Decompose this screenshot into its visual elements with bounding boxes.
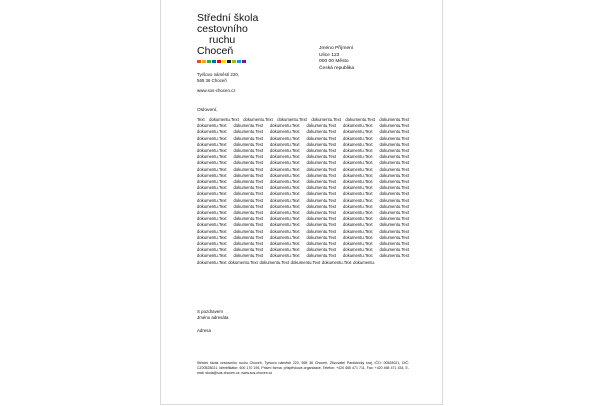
footer-info: Střední škola cestovního ruchu Choceň, Tyršovo náměstí 220, 565 36 Choceň, Zřizovatel Pardubický kraj, IČO: 00528021, DIČ: CZ00528021, Identifikátor: 600 170 195, Právní forma: příspěvková organizace, Telefon: +420 465 471 711, Fax: +420 465 471 434, E-mail: skola@sos-chocen.cz, www.sos-chocen.cz [197, 361, 409, 376]
stripe-block [207, 60, 211, 63]
signature-name: Jméno adresáta [197, 315, 229, 321]
greeting: Oslovení, [197, 108, 218, 113]
sender-street: Tyršovo náměstí 220, [197, 72, 239, 77]
stripe-block [237, 60, 241, 63]
recipient-country: Česká republika [319, 65, 355, 71]
closing-block [197, 309, 229, 322]
stripe-block [217, 60, 221, 63]
logo-line-4: Choceň [197, 45, 234, 57]
letter-body: Text dokumentu.Text dokumentu.Text dokumentu.Text dokumentu.Text dokumentu.Text dokumentu.Text dokumentu.Text dokumentu.Text dokumentu.Text dokumentu.Text dokumentu.Text dokumentu.Text dokumentu.Text dokumentu.Text dokumentu.Text dokumentu.Text dokumentu.Text dokumentu.Text dokumentu.Text dokumentu.Text dokumentu.Text dokumentu.Text dokumentu.Text dokumentu.Text dokumentu.Text dokumentu.Text dokumentu.Text dokumentu.Text dokumentu.Text dokumentu.Text dokumentu.Text dokumentu.Text dokumentu.Text dokumentu.Text dokumentu.Text dokumentu.Text dokumentu.Text dokumentu.Text dokumentu.Text dokumentu.Text dokumentu.Text dokumentu.Text dokumentu.Text dokumentu.Text dokumentu.Text dokumentu.Text dokumentu.Text dokumentu.Text dokumentu.Text dokumentu.Text dokumentu.Text dokumentu.Text dokumentu.Text dokumentu.Text dokumentu.Text dokumentu.Text dokumentu.Text dokumentu.Text dokumentu.Text dokumentu.Text dokumentu.Text dokumentu.Text dokumentu.Text dokumentu.Text dokumentu.Text dokumentu.Text dokumentu.Text dokumentu.Text dokumentu.Text dokumentu.Text dokumentu.Text dokumentu.Text dokumentu.Text dokumentu.Text dokumentu.Text dokumentu.Text dokumentu.Text dokumentu.Text dokumentu.Text dokumentu.Text dokumentu.Text dokumentu.Text dokumentu.Text dokumentu.Text dokumentu.Text dokumentu.Text dokumentu.Text dokumentu.Text dokumentu.Text dokumentu.Text dokumentu.Text dokumentu.Text dokumentu.Text dokumentu.Text dokumentu.Text dokumentu.Text dokumentu.Text dokumentu.Text dokumentu.Text dokumentu.Text dokumentu.Text dokumentu.Text dokumentu.Text dokumentu.Text dokumentu.Text dokumentu.Text dokumentu.Text dokumentu.Text dokumentu.Text dokumentu.Text dokumentu.Text dokumentu.Text dokumentu.Text dokumentu.Text dokumentu.Text dokumentu.Text dokumentu.Text dokumentu.Text dokumentu.Text dokumentu.Text dokumentu.Text dokumentu.Text dokumentu.Text dokumentu.Text dokumentu.Text dokumentu.Text dokumentu.Text dokumentu.Text dokumentu.Text dokumentu.Text dokumentu.Text dokumentu.Text dokumentu.Text dokumentu.Text dokumentu.Text dokumentu.Text dokumentu.Text dokumentu.Text dokumentu.Text dokumentu.Text dokumentu.Text dokumentu.Text dokumentu.Text dokumentu. [197, 117, 409, 265]
school-logo [197, 13, 258, 57]
stripe-block [212, 60, 216, 63]
recipient-street: Ulice 123 [319, 52, 340, 58]
stripe-block [202, 60, 206, 63]
recipient-name: Jméno Příjmení [319, 46, 354, 51]
logo-line-3: ruchu [209, 34, 236, 46]
stripe-block [222, 60, 226, 63]
stripe-block [227, 60, 231, 63]
sender-web: www.sos-chocen.cz [197, 87, 236, 93]
stripe-block [232, 60, 236, 63]
logo-line-2: cestovního [197, 23, 248, 35]
sender-city: 565 36 Choceň [197, 78, 227, 84]
recipient-zip-city: 000 00 Město [319, 59, 349, 64]
logo-color-stripe [197, 60, 246, 63]
sender-address [197, 72, 239, 94]
logo-line-1: Střední škola [197, 12, 259, 24]
recipient-address [319, 46, 354, 72]
letter-page [160, 0, 443, 405]
stripe-block [242, 60, 246, 63]
stripe-block [197, 60, 201, 63]
address-label: Adresa [197, 328, 211, 333]
closing: S pozdravem [197, 309, 223, 314]
